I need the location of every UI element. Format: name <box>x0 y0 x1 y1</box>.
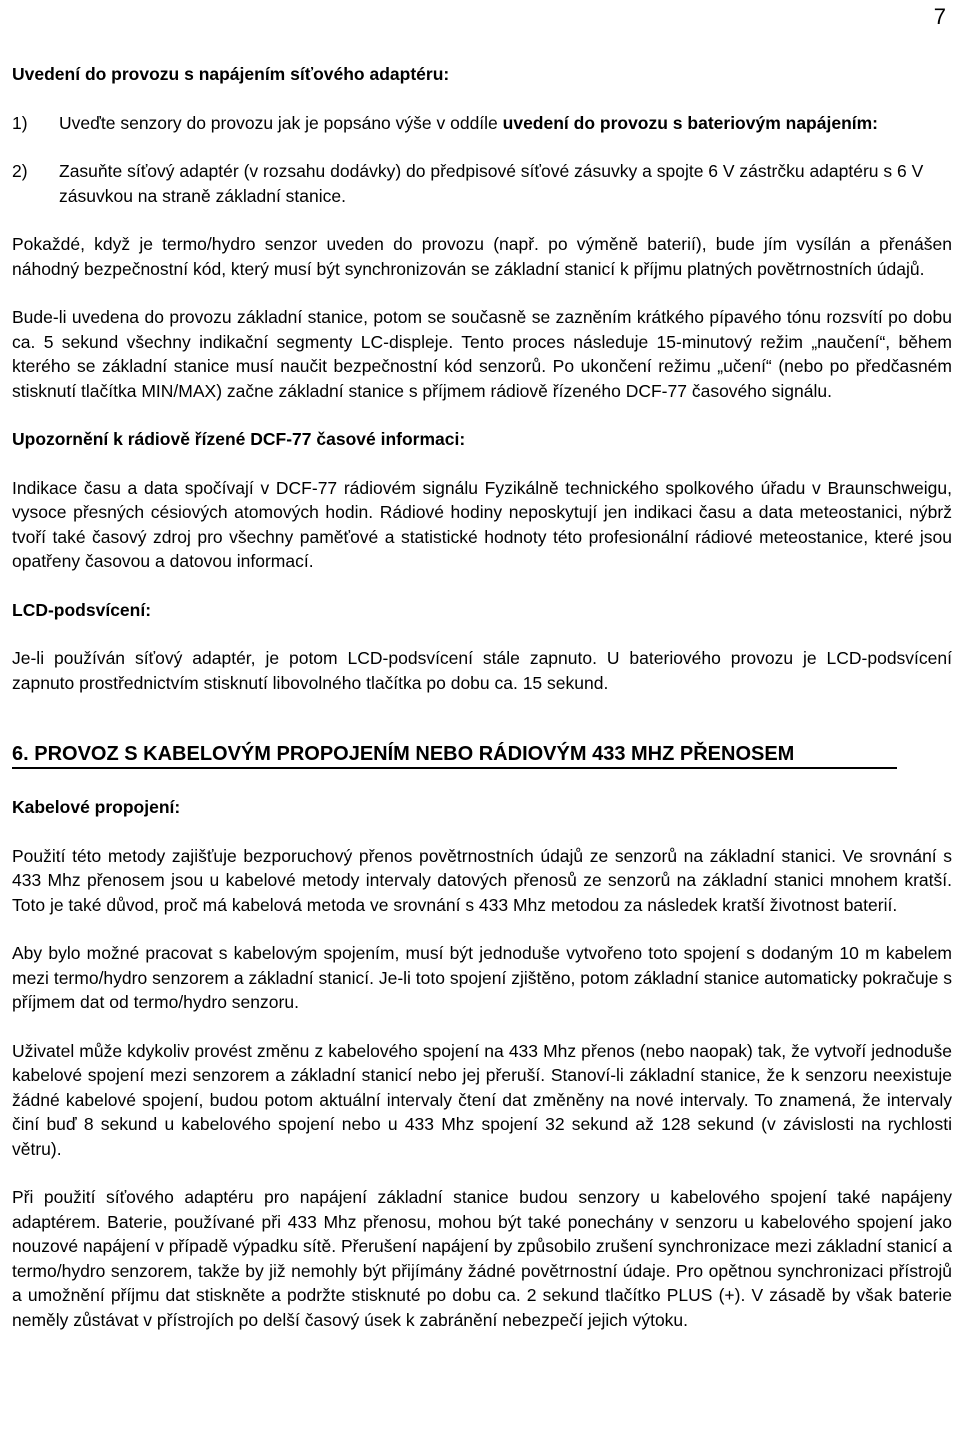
list-text <box>59 111 952 136</box>
section-heading-cable: Kabelové propojení: <box>12 797 181 817</box>
list-text-plain: Uveďte senzory do provozu jak je popsáno výše v oddíle <box>59 112 503 133</box>
paragraph: Použití této metody zajišťuje bezporuchový přenos povětrnostních údajů ze senzorů na základní stanici. Ve srovnání s 433 Mhz přenosem jsou u kabelové metody intervaly datových přenosů ze senzorů na základní stanici mnohem kratší. Toto je také důvod, proč má kabelová metoda ve srovnání s 433 Mhz metodou za následek kratší životnost baterií. <box>12 845 952 915</box>
paragraph: Aby bylo možné pracovat s kabelovým spojením, musí být jednoduše vytvořeno toto spojení s dodaným 10 m kabelem mezi termo/hydro senzorem a základní stanicí. Je-li toto spojení zjištěno, potom základní stanice automaticky pokračuje s příjmem dat od termo/hydro senzoru. <box>12 943 952 1012</box>
list-item-1 <box>12 111 952 136</box>
paragraph: Uživatel může kdykoliv provést změnu z kabelového spojení na 433 Mhz přenos (nebo naopak) tak, že vytvoří jednoduše kabelové spojení mezi senzorem a základní stanicí nebo jej přeruší. Stanoví-li základní stanice, že k senzoru neexistuje žádné kabelové spojení, budou potom aktuální intervaly čtení dat změněny na nové intervaly. To znamená, že intervaly činí buď 8 sekund u kabelového spojení nebo u 433 Mhz spojení 32 sekund až 128 sekund (v závislosti na rychlosti větru). <box>12 1040 952 1159</box>
section-heading-network-adapter: Uvedení do provozu s napájením síťového adaptéru: <box>12 64 450 84</box>
section-heading-lcd: LCD-podsvícení: <box>12 599 152 620</box>
paragraph: Je-li používán síťový adaptér, je potom LCD-podsvícení stále zapnuto. U bateriového provozu je LCD-podsvícení zapnuto prostřednictvím stisknutí libovolného tlačítka po dobu ca. 15 sekund. <box>12 648 952 693</box>
paragraph: Při použití síťového adaptéru pro napájení základní stanice budou senzory u kabelového spojení také napájeny adaptérem. Baterie, používané při 433 Mhz přenosu, mohou být také ponechány v senzoru u kabelového spojení jako nouzové napájení v případě výpadku sítě. Přerušení napájení by způsobilo zrušení synchronizace mezi základní stanicí a termo/hydro senzorem, takže by již nemohly být přijímány žádné povětrnostní údaje. Pro opětnou synchronizaci přístrojů a umožnění příjmu dat stiskněte a podržte stisknuté po dobu ca. 2 sekund tlačítko PLUS (+). V zásadě by však baterie neměly zůstávat v přístrojích po delší časový úsek k zabránění nebezpečí jejich výtoku. <box>12 1187 952 1330</box>
document-body <box>12 62 952 1332</box>
list-text: Zasuňte síťový adaptér (v rozsahu dodávky) do předpisové síťové zásuvky a spojte 6 V zástrčku adaptéru s 6 V zásuvkou na straně základní stanice. <box>59 161 924 206</box>
section-heading-dcf77: Upozornění k rádiově řízené DCF-77 časové informaci: <box>12 429 466 449</box>
paragraph: Pokaždé, když je termo/hydro senzor uveden do provozu (např. po výměně baterií), bude jím vysílán a přenášen náhodný bezpečnostní kód, který musí být synchronizován se základní stanicí k příjmu platných povětrnostních údajů. <box>12 234 952 279</box>
chapter-heading: 6. PROVOZ S KABELOVÝM PROPOJENÍM NEBO RÁDIOVÝM 433 MHZ PŘENOSEM <box>12 741 897 769</box>
paragraph: Indikace času a data spočívají v DCF-77 rádiovém signálu Fyzikálně technického spolkového úřadu v Braunschweigu, vysoce přesných césiových atomových hodin. Rádiové hodiny neposkytují jen indikaci času a data meteostanici, nýbrž tvoří také časový zdroj pro všechny paměťové a statistické hodnoty této profesionální rádiové meteostanice, které jsou opatřeny časovou a datovou informací. <box>12 477 952 571</box>
page-number: 7 <box>933 4 946 29</box>
list-item-2 <box>12 159 952 208</box>
list-number: 2) <box>12 161 28 181</box>
list-number: 1) <box>12 112 28 133</box>
paragraph: Bude-li uvedena do provozu základní stanice, potom se současně se zazněním krátkého pípavého tónu rozsvítí po dobu ca. 5 sekund všechny indikační segmenty LC-displeje. Tento proces následuje 15-minutový režim „naučení“, během kterého se základní stanice musí naučit bezpečnostní kód senzorů. Po ukončení režimu „učení“ (nebo po předčasném stisknutí tlačítka MIN/MAX) začne základní stanice s příjmem rádiově řízeného DCF-77 časového signálu. <box>12 307 952 401</box>
list-text-bold: uvedení do provozu s bateriovým napájením: <box>502 112 879 133</box>
